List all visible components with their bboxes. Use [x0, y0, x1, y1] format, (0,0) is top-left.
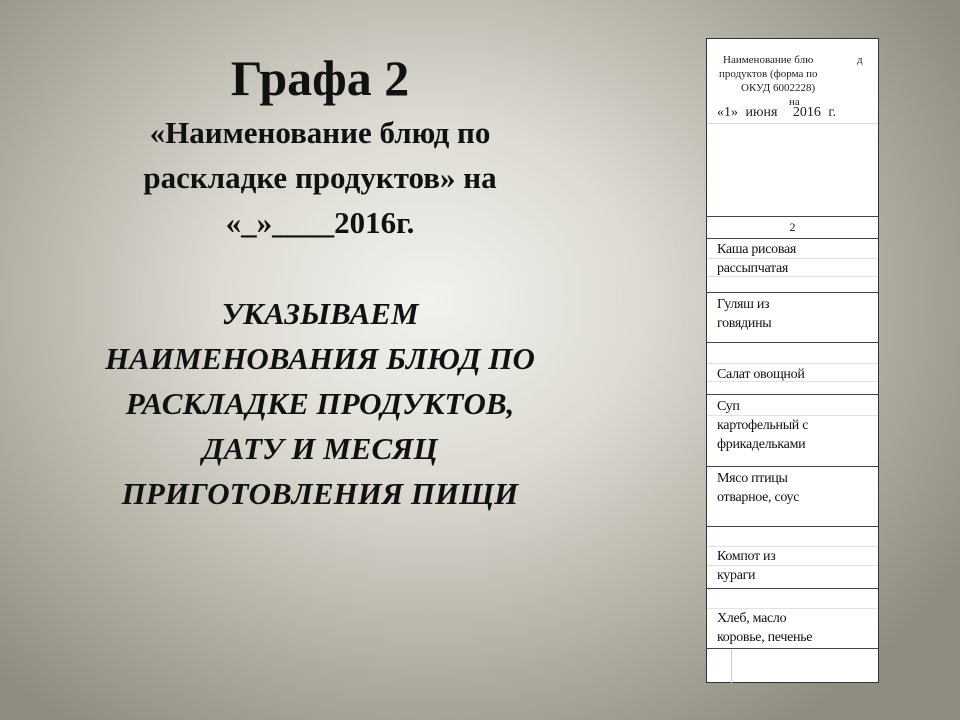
divider — [707, 276, 878, 277]
header-text: продуктов (форма по — [719, 68, 818, 80]
instruction-line: ПРИГОТОВЛЕНИЯ ПИЩИ — [121, 476, 519, 511]
form-column-header — [707, 39, 878, 217]
date-month: июня — [745, 105, 778, 120]
instruction-line: ДАТУ И МЕСЯЦ — [202, 431, 438, 466]
date-day: «1» — [717, 105, 738, 120]
dish-line: фрикадельками — [717, 437, 806, 452]
subtitle-line: «Наименование блюд по — [149, 115, 491, 150]
header-text: д — [857, 54, 863, 66]
date-year: 2016 — [792, 105, 821, 120]
divider — [707, 381, 878, 382]
dish-line: картофельный с — [717, 418, 809, 433]
instruction-line: РАСКЛАДКЕ ПРОДУКТОВ, — [125, 386, 515, 421]
divider — [707, 608, 878, 609]
dish-line: кураги — [717, 568, 756, 583]
slide-text — [40, 48, 600, 516]
divider — [707, 565, 878, 566]
dish-row — [707, 467, 878, 527]
instruction-line: УКАЗЫВАЕМ — [221, 296, 419, 331]
column-number: 2 — [707, 216, 878, 239]
divider — [707, 415, 878, 416]
dish-line: коровье, печенье — [717, 630, 813, 645]
dish-row — [707, 238, 878, 293]
divider — [707, 546, 878, 547]
dish-line: Суп — [717, 399, 740, 414]
divider — [707, 123, 878, 124]
divider — [731, 649, 732, 683]
dish-line: Салат овощной — [717, 367, 805, 382]
slide-title: Графа 2 — [230, 50, 410, 106]
dish-line: Хлеб, масло — [717, 611, 787, 626]
date-suffix: г. — [828, 105, 837, 120]
divider — [707, 258, 878, 259]
instruction-line: НАИМЕНОВАНИЯ БЛЮД ПО — [105, 341, 535, 376]
dish-row — [707, 589, 878, 649]
slide-subtitle — [40, 110, 600, 245]
dish-line: Компот из — [717, 549, 776, 564]
header-text: Наименование блю — [723, 54, 814, 66]
header-text: ОКУД 6002228) — [741, 82, 816, 94]
dish-line: рассыпчатая — [717, 261, 789, 276]
instruction-text — [40, 291, 600, 516]
dish-line: Гуляш из — [717, 297, 770, 312]
dish-line: отварное, соус — [717, 490, 800, 505]
divider — [707, 363, 878, 364]
header-text: на — [789, 96, 800, 108]
subtitle-line: «_»____2016г. — [225, 205, 415, 240]
header-date — [717, 105, 840, 121]
dish-row — [707, 395, 878, 467]
form-column-excerpt — [706, 38, 879, 683]
dish-row — [707, 527, 878, 589]
subtitle-line: раскладке продуктов» на — [143, 160, 497, 195]
dish-line: говядины — [717, 316, 772, 331]
dish-row — [707, 293, 878, 343]
dish-line: Каша рисовая — [717, 242, 797, 257]
dish-line: Мясо птицы — [717, 471, 788, 486]
dish-row — [707, 343, 878, 395]
